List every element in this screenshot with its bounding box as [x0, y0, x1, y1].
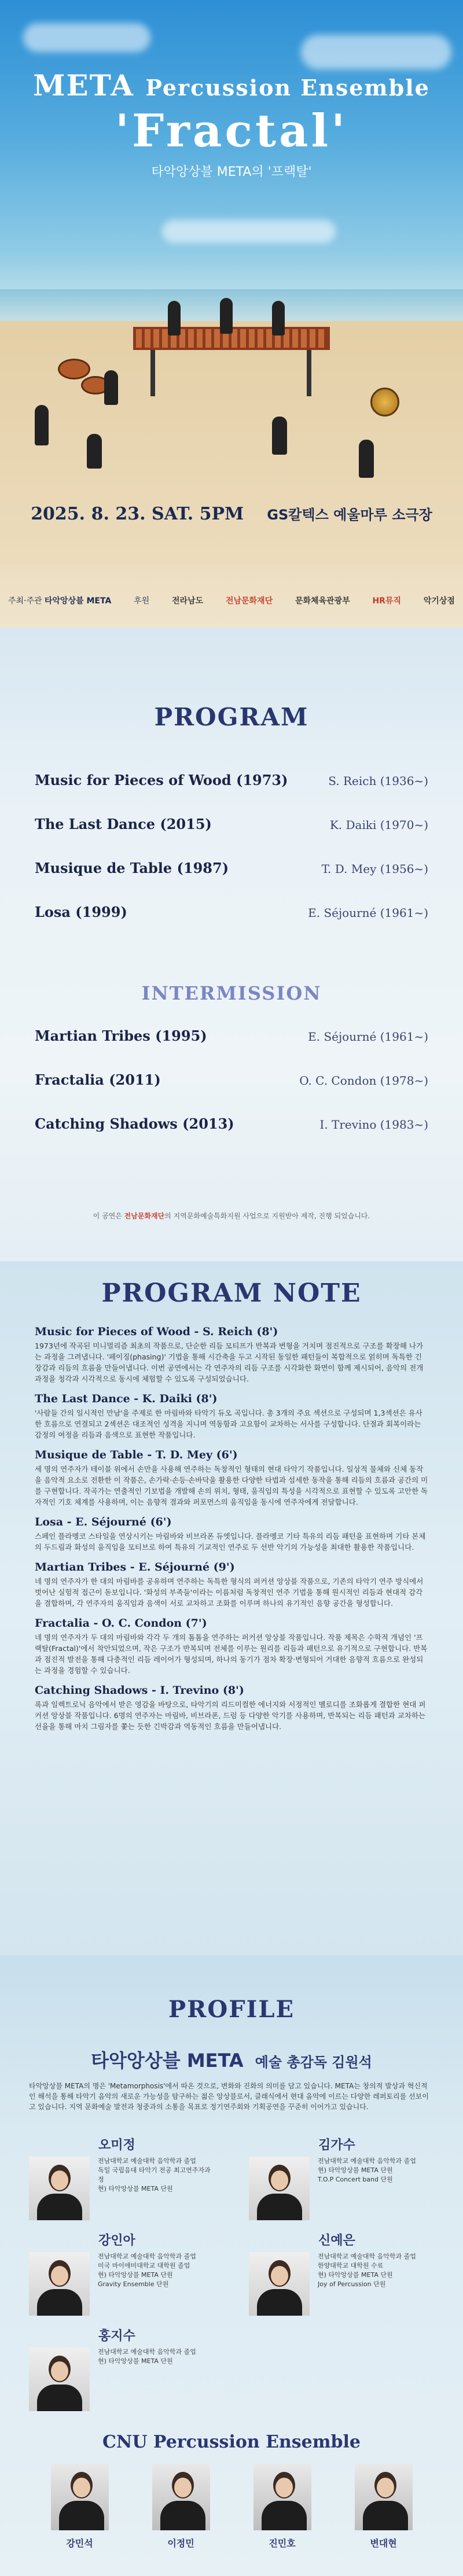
note-text: 네 명의 연주자가 두 대의 마림바와 각각 두 개의 톰톰을 연주하는 퍼커션 앙상블 작품입니다. 작품 제목은 수학적 개념인 '프랙탈(Fractal)'에서 착안되었으며, 작은 구조가 반복되며 전체를 이루는 원리를 리듬과 패턴으로 유기적으로 구현합니다. 반복과 점진적 발전을 통해 다층적인 리듬 레이어가 형성되며, 하나의 동기가 점차 확장·변형되어 거대한 음향적 흐름으로 완성되는 과정을 경험할 수 있습니다. [35, 1633, 428, 1675]
cnu-member [51, 2464, 109, 2549]
program-row [35, 1027, 428, 1071]
performer-figure [35, 405, 49, 445]
note-heading: Musique de Table - T. D. Mey (6') [35, 1449, 238, 1461]
member-bio: 전남대학교 예술대학 음악학과 졸업 미국 마이애미대학교 대학원 졸업 현) 타악앙상블 META 단원 Gravity Ensemble 단원 [98, 2253, 196, 2288]
program-title: PROGRAM [154, 703, 309, 731]
piece-title: Fractalia (2011) [35, 1071, 161, 1088]
ensemble-intro: 타악앙상블 META의 명은 'Metamorphosis'에서 따온 것으로, 변화와 진화의 의미를 담고 있습니다. META는 창의적 발상과 혁신적인 해석을 통해 타악기 음악의 새로운 가능성을 탐구하는 젊은 앙상블로서, 클래식에서 현대 음악에 이르는 다양한 레퍼토리를 선보이고 있습니다. 지역 문화예술 발전과 청중과의 소통을 목표로 정기연주회와 기획공연을 꾸준히 이어가고 있습니다. [29, 2082, 429, 2111]
cnu-ensemble-title: CNU Percussion Ensemble [102, 2432, 361, 2452]
member-card [29, 2231, 214, 2316]
member-photo [253, 2464, 311, 2530]
member-bio: 전남대학교 예술대학 음악학과 졸업 현) 타악앙상블 META 단원 T.O.P Concert band 단원 [318, 2157, 416, 2183]
profile-section [0, 1955, 463, 2576]
cnu-member-name: 변대현 [370, 2538, 397, 2549]
cnu-member-name: 강민석 [66, 2538, 93, 2549]
drum-illustration [58, 359, 90, 379]
member-card [29, 2135, 214, 2220]
performer-figure [104, 370, 118, 405]
note-text: 록과 일렉트로닉 음악에서 받은 영감을 바탕으로, 타악기의 리드미컬한 에너지와 서정적인 멜로디를 조화롭게 결합한 현대 퍼커션 앙상블 작품입니다. 6명의 연주자는 마림바, 비브라폰, 드럼 등 다양한 악기를 사용하며, 반복되는 리듬 패턴과 교차하는 선율을 통해 마치 그림자를 쫓는 듯한 긴박감과 역동적인 흐름을 만들어냅니다. [35, 1700, 426, 1731]
member-photo [249, 2252, 310, 2316]
note-item [35, 1617, 428, 1676]
member-grid [29, 2135, 434, 2411]
hero-section [0, 0, 463, 628]
cnu-member-name: 이정민 [167, 2538, 194, 2549]
member-name: 홍지수 [98, 2329, 135, 2343]
title-main: META [33, 68, 134, 102]
member-card [29, 2326, 214, 2411]
concert-date: 2025. 8. 23. SAT. 5PM [31, 504, 244, 524]
cnu-member [253, 2464, 311, 2549]
sponsor-logo: 악기상점 [423, 596, 455, 606]
note-item [35, 1561, 428, 1609]
note-item [35, 1516, 428, 1553]
director-name: 예술 총감독 김원석 [255, 2054, 372, 2070]
program-note-section [0, 1261, 463, 1955]
profile-title: PROFILE [168, 1996, 295, 2023]
footnote-pre: 이 공연은 [93, 1212, 122, 1220]
note-item [35, 1325, 428, 1384]
performer-figure [359, 440, 374, 478]
member-bio: 전남대학교 예술대학 음악학과 졸업 독일 국립음대 타악기 전공 최고연주자과정 현) 타악앙상블 META 단원 [98, 2157, 211, 2192]
organizer-label: 주최·주관 [8, 596, 42, 606]
member-card [249, 2135, 434, 2220]
note-text: 스페인 플라멩코 스타일을 연상시키는 마림바와 비브라폰 듀엣입니다. 플라멩코 기타 특유의 리듬 패턴을 표현하며 기타 본체의 두드림과 화성의 움직임을 모티브로 하여 특유의 기교적인 연주로 두 선반 악기의 가능성을 최대한 활용한 작품입니다. [35, 1532, 426, 1552]
member-photo [355, 2464, 413, 2530]
program-row [35, 1071, 428, 1115]
piece-title: Musique de Table (1987) [35, 860, 229, 876]
intermission-label: INTERMISSION [141, 982, 322, 1004]
member-photo [51, 2464, 109, 2530]
member-name: 신예은 [318, 2234, 355, 2248]
performer-figure [168, 301, 181, 336]
sponsor-logo: 전라남도 [172, 596, 204, 606]
member-name: 강인아 [98, 2234, 135, 2248]
organizer-name: 타악앙상블 META [45, 596, 112, 606]
piece-composer: E. Séjourné (1961~) [308, 906, 428, 920]
sponsor-logo: 전남문화재단 [225, 596, 273, 606]
note-heading: The Last Dance - K. Daiki (8') [35, 1392, 218, 1405]
note-text: 세 명의 연주자가 테이블 위에서 손만을 사용해 연주하는 독창적인 형태의 현대 타악기 작품입니다. 일상적 물체와 신체 동작을 음악적 요소로 전환한 이 작품은, 손가락·손등·손바닥을 활용한 다양한 타법과 섬세한 동작을 통해 리듬의 흐름과 공간의 미를 구현합니다. 작곡가는 연출적인 기보법을 개발해 손의 위치, 형태, 움직임의 특성을 시각적으로 표현할 수 있도록 고안한 독자적인 기호 체계를 사용하며, 이는 음향적 결과와 퍼포먼스의 움직임을 동시에 연주자에게 전달합니다. [35, 1465, 428, 1506]
member-photo [152, 2464, 210, 2530]
piece-composer: O. C. Condon (1978~) [299, 1074, 428, 1088]
ensemble-name: 타악앙상블 META [91, 2050, 244, 2072]
performer-figure [272, 301, 285, 336]
sponsor-bar [0, 584, 463, 617]
member-name: 김가수 [318, 2138, 355, 2153]
program-row [35, 816, 428, 860]
program-row [35, 860, 428, 904]
member-photo [249, 2157, 310, 2220]
program-row [35, 904, 428, 948]
title-big: 'Fractal' [115, 105, 348, 157]
sponsor-logo: 문화체육관광부 [295, 596, 350, 606]
profile-header [29, 2046, 434, 2073]
note-item [35, 1392, 428, 1440]
performer-figure [272, 417, 287, 455]
hero-title [0, 68, 463, 180]
subtitle-ko: 타악앙상블 META의 '프랙탈' [151, 165, 312, 179]
note-heading: Music for Pieces of Wood - S. Reich (8') [35, 1325, 278, 1338]
piece-title: Losa (1999) [35, 904, 127, 920]
piece-title: Martian Tribes (1995) [35, 1027, 207, 1044]
note-item [35, 1449, 428, 1508]
piece-composer: K. Daiki (1970~) [329, 818, 428, 832]
note-heading: Losa - E. Séjourné (6') [35, 1516, 172, 1528]
program-part2 [35, 1027, 428, 1159]
footnote-post: 의 지역문화예술특화지원 사업으로 지원받아 제작, 진행 되었습니다. [164, 1212, 370, 1220]
title-sub: Percussion Ensemble [145, 75, 430, 101]
program-row [35, 772, 428, 816]
piece-composer: I. Trevino (1983~) [319, 1118, 428, 1132]
performer-figure [87, 434, 102, 469]
program-section [0, 628, 463, 1261]
note-heading: Martian Tribes - E. Séjourné (9') [35, 1561, 235, 1573]
member-bio: 전남대학교 예술대학 음악학과 졸업 한양대학교 대학원 수료 현) 타악앙상블 META 단원 Joy of Percussion 단원 [318, 2253, 416, 2288]
piece-title: Music for Pieces of Wood (1973) [35, 772, 288, 788]
program-row [35, 1115, 428, 1159]
gong-illustration [370, 388, 399, 417]
note-text: 1973년에 작곡된 미니멀리즘 최초의 작품으로, 단순한 리듬 모티프가 반복과 변형을 거치며 점진적으로 구조를 확장해 나가는 과정을 그려냅니다. '페이징(phasing)' 기법을 통해 시간축을 두고 시작된 동일한 패턴들이 복합적으로 얽히며 독특한 긴장감과 리듬의 흐름을 만들어냅니다. 이번 공연에서는 각 연주자의 리듬 구조를 시각화한 화면이 함께 제시되어, 음악의 전개 과정을 청각과 시각적으로 동시에 체험할 수 있도록 구성되었습니다. [35, 1342, 424, 1383]
member-photo [29, 2157, 90, 2220]
note-text: 네 명의 연주자가 한 대의 마림바를 공유하며 연주하는 독특한 형식의 퍼커션 앙상블 작품으로, 기존의 타악기 연주 방식에서 벗어난 실험적 접근이 돋보입니다. '화성의 부족들'이라는 이름처럼 독창적인 연주 기법을 통해 원시적인 리듬과 현대적 감각을 결합하며, 각 연주자의 움직임과 음색이 서로 교차하고 조화를 이루며 하나의 유기적인 음향 공간을 형성합니다. [35, 1577, 424, 1608]
cnu-member [355, 2464, 413, 2549]
piece-composer: E. Séjourné (1961~) [308, 1030, 428, 1044]
member-photo [29, 2252, 90, 2316]
footnote-org: 전남문화재단 [124, 1212, 165, 1220]
cnu-member [152, 2464, 210, 2549]
piece-title: Catching Shadows (2013) [35, 1115, 234, 1132]
note-item [35, 1684, 428, 1732]
program-part1 [35, 772, 428, 948]
piece-composer: S. Reich (1936~) [328, 774, 428, 788]
note-heading: Fractalia - O. C. Condon (7') [35, 1617, 207, 1630]
note-text: '사람들 간의 일시적인 만남'을 주제로 한 마림바와 타악기 듀오 곡입니다. 총 3개의 주요 섹션으로 구성되며 1,3섹션은 유사한 흐름으로 연결되고 2섹션은 대조적인 성격을 지니며 역동함과 고요함이 교차하는 서사를 구성합니다. 단절과 회복이라는 감정의 여정을 리듬과 음색으로 표현한 작품입니다. [35, 1409, 422, 1439]
member-card [249, 2231, 434, 2316]
piece-title: The Last Dance (2015) [35, 816, 212, 832]
member-name: 오미정 [98, 2138, 135, 2153]
cnu-member-name: 진민호 [269, 2538, 296, 2549]
concert-venue: GS칼텍스 예울마루 소극장 [267, 507, 432, 523]
concert-datetime [0, 503, 463, 524]
support-label: 후원 [134, 596, 150, 606]
program-note-title: PROGRAM NOTE [101, 1278, 362, 1308]
note-heading: Catching Shadows - I. Trevino (8') [35, 1684, 244, 1697]
cnu-member-row [29, 2464, 434, 2549]
performer-figure [220, 298, 233, 334]
member-photo [29, 2347, 90, 2411]
program-footnote [0, 1211, 463, 1221]
member-bio: 전남대학교 예술대학 음악학과 졸업 현) 타악앙상블 META 단원 [98, 2348, 196, 2365]
piece-composer: T. D. Mey (1956~) [321, 862, 428, 876]
sponsor-logo: HR뮤직 [372, 596, 401, 606]
